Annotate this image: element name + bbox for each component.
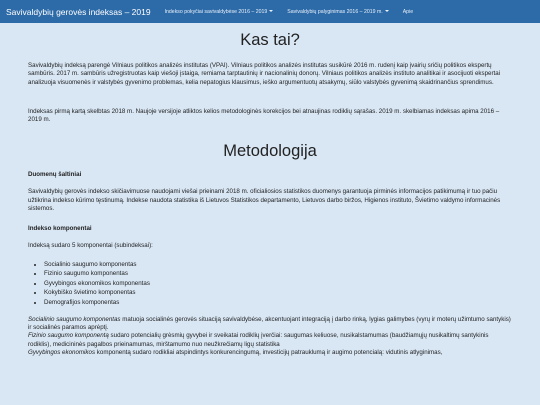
chevron-down-icon <box>269 10 273 12</box>
definition-text: sudaro potencialių grėsmių gyvybei ir sveikatai rodiklių įverčiai: saugumas keliuose, nusikalstamumas (baudžiamųjų nusikaltimų santykinis rodiklis), medicininės pagalbos prieinamumas, mirštamumo nuo neužkrečiamų ligų statistika <box>28 332 489 348</box>
sources-heading: Duomenų šaltiniai <box>28 171 82 179</box>
top-navbar <box>0 0 540 23</box>
main-content <box>0 31 540 357</box>
nav-item-changes-label: Indekso pokyčiai savivaldybėse 2016 – 2019 <box>164 8 268 15</box>
list-item: • Fizinio saugumo komponentas <box>44 269 512 279</box>
chevron-down-icon <box>385 10 389 12</box>
components-heading: Indekso komponentai <box>28 225 92 233</box>
about-paragraph-1: Savivaldybių indeksą parengė Vilniaus politikos analizės institutas (VPAI). Vilniaus politikos analizės institutas susikūrė 2016 m. rudenį kaip įvairių sričių politikos ekspertų sambūris. 2017 m. sambūris užregistruotas kaip viešoji įstaiga, remiama tarptautinių ir nacionalinių donorų. Vilniaus politikos analizės instituto analitikai ir asocijuoti ekspertai analizuoja visuomenės ir valstybės gyvenimo problemas, kelia nepatogius klausimus, ieško argumentuotų atsakymų, siūlo valstybės gyvenimą skaidrinančius sprendimus. <box>28 62 501 86</box>
methodology-title: Metodologija <box>223 142 317 161</box>
list-item: • Socialinio saugumo komponentas <box>44 260 512 270</box>
definition-social <box>28 316 512 333</box>
about-paragraph-2: Indeksas pirmą kartą skelbtas 2018 m. Naujoje versijoje atliktos kelios metodologinės korekcijos bei atnaujinas rodiklių sąrašas. 2019 m. skelbiamas indeksas apima 2016 – 2019 m. <box>28 107 500 124</box>
list-item: • Kokybiško švietimo komponentas <box>44 288 512 298</box>
definition-text: komponentą sudaro rodikliai atspindintys konkurencingumą, investicijų patrauklumą ir augimo potencialą: vidutinis atlyginimas, <box>95 348 443 356</box>
navbar-brand[interactable]: Savivaldybių gerovės indeksas – 2019 <box>6 6 151 17</box>
list-item: • Demografijos komponentas <box>44 298 512 308</box>
about-title: Kas tai? <box>240 31 300 49</box>
nav-item-comparison[interactable] <box>287 9 388 15</box>
definition-term: Gyvybingos ekonomikos <box>28 348 96 356</box>
nav-item-about-label: Apie <box>402 8 414 15</box>
definition-term: Socialinio saugumo komponentas <box>28 315 121 323</box>
definition-text: matuoja socialinės gerovės situaciją savivaldybėse, akcentuojant integraciją į darbo rinką, lygias galimybes (vyrų ir moterų užimtumo santykis) ir socialinės paramos aprėptį. <box>28 315 511 331</box>
nav-item-about[interactable] <box>403 9 413 15</box>
nav-item-comparison-label: Savivaldybių palyginimas 2016 – 2019 m. <box>287 8 383 15</box>
definition-physical <box>28 332 512 349</box>
sources-text: Savivaldybių gerovės indekso skičiavimuose naudojami viešai prieinami 2018 m. oficialiosios statistikos duomenys garantuoja pirminės informacijos patikimumą ir tuo pačiu užtikrina indekso kūrimo tęstinumą. Indekse naudota statistika iš Lietuvos Statistikos departamento, Lietuvos darbo biržos, Higienos instituto, Švietimo valdymo informacinės sistemos. <box>28 188 501 213</box>
definition-economy <box>28 349 512 357</box>
components-list <box>28 260 512 308</box>
nav-item-changes[interactable] <box>165 9 274 15</box>
list-item: • Gyvybingos ekonomikos komponentas <box>44 279 512 289</box>
definition-term: Fizinio saugumo komponentą <box>28 332 109 340</box>
components-intro: Indeksą sudaro 5 komponentai (subindeksai): <box>28 242 153 250</box>
